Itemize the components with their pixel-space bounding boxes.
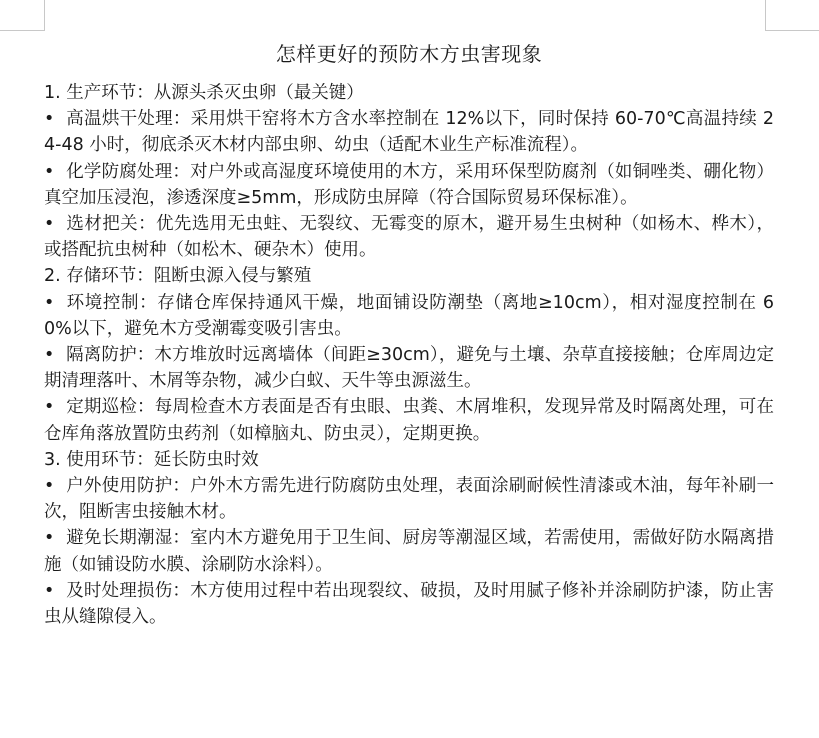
bullet-icon: • — [44, 397, 55, 418]
section-heading-production — [44, 80, 774, 106]
paragraph-text: 定期巡检：每周检查木方表面是否有虫眼、虫粪、木屑堆积，发现异常及时隔离处理，可在仓库角落放置防虫药剂（如樟脑丸、防虫灵），定期更换。 — [44, 397, 774, 444]
paragraph-text: 化学防腐处理：对户外或高湿度环境使用的木方，采用环保型防腐剂（如铜唑类、硼化物）真空加压浸泡，渗透深度≥5mm，形成防虫屏障（符合国际贸易环保标准）。 — [44, 161, 774, 208]
paragraph-text: 3. 使用环节：延长防虫时效 — [44, 449, 259, 470]
bullet-icon: • — [44, 214, 55, 235]
list-item — [44, 525, 774, 577]
document-page — [44, 40, 774, 630]
document-title: 怎样更好的预防木方虫害现象 — [275, 42, 543, 66]
paragraph-text: 避免长期潮湿：室内木方避免用于卫生间、厨房等潮湿区域，若需使用，需做好防水隔离措施（如铺设防水膜、涂刷防水涂料）。 — [44, 528, 774, 575]
list-item — [44, 578, 774, 630]
page-corner-mark-top-right — [765, 0, 819, 31]
paragraph-text: 环境控制：存储仓库保持通风干燥，地面铺设防潮垫（离地≥10cm），相对湿度控制在 60%以下，避免木方受潮霉变吸引害虫。 — [44, 292, 774, 339]
bullet-icon: • — [44, 161, 55, 182]
list-item — [44, 290, 774, 342]
bullet-icon: • — [44, 476, 55, 497]
list-item — [44, 106, 774, 158]
paragraph-text: 高温烘干处理：采用烘干窑将木方含水率控制在 12%以下，同时保持 60-70℃高温持续 24-48 小时，彻底杀灭木材内部虫卵、幼虫（适配木业生产标准流程）。 — [44, 109, 774, 156]
page-corner-mark-top-left — [0, 0, 45, 31]
bullet-icon: • — [44, 345, 55, 366]
list-item — [44, 159, 774, 211]
paragraph-text: 选材把关：优先选用无虫蛀、无裂纹、无霉变的原木，避开易生虫树种（如杨木、桦木），或搭配抗虫树种（如松木、硬杂木）使用。 — [44, 214, 774, 261]
paragraph-text: 隔离防护：木方堆放时远离墙体（间距≥30cm），避免与土壤、杂草直接接触；仓库周边定期清理落叶、木屑等杂物，减少白蚁、天牛等虫源滋生。 — [44, 345, 774, 392]
paragraph-text: 户外使用防护：户外木方需先进行防腐防虫处理，表面涂刷耐候性清漆或木油，每年补刷一次，阻断害虫接触木材。 — [44, 476, 774, 523]
list-item — [44, 394, 774, 446]
section-heading-usage — [44, 447, 774, 473]
section-heading-storage — [44, 263, 774, 289]
bullet-icon: • — [44, 528, 55, 549]
paragraph-text: 及时处理损伤：木方使用过程中若出现裂纹、破损，及时用腻子修补并涂刷防护漆，防止害虫从缝隙侵入。 — [44, 580, 774, 628]
list-item — [44, 473, 774, 525]
bullet-icon: • — [44, 580, 55, 601]
paragraph-text: 1. 生产环节：从源头杀灭虫卵（最关键） — [44, 83, 364, 103]
bullet-icon: • — [44, 109, 55, 130]
list-item — [44, 342, 774, 394]
paragraph-text: 2. 存储环节：阻断虫源入侵与繁殖 — [44, 266, 312, 287]
list-item — [44, 211, 774, 263]
bullet-icon: • — [44, 292, 55, 313]
